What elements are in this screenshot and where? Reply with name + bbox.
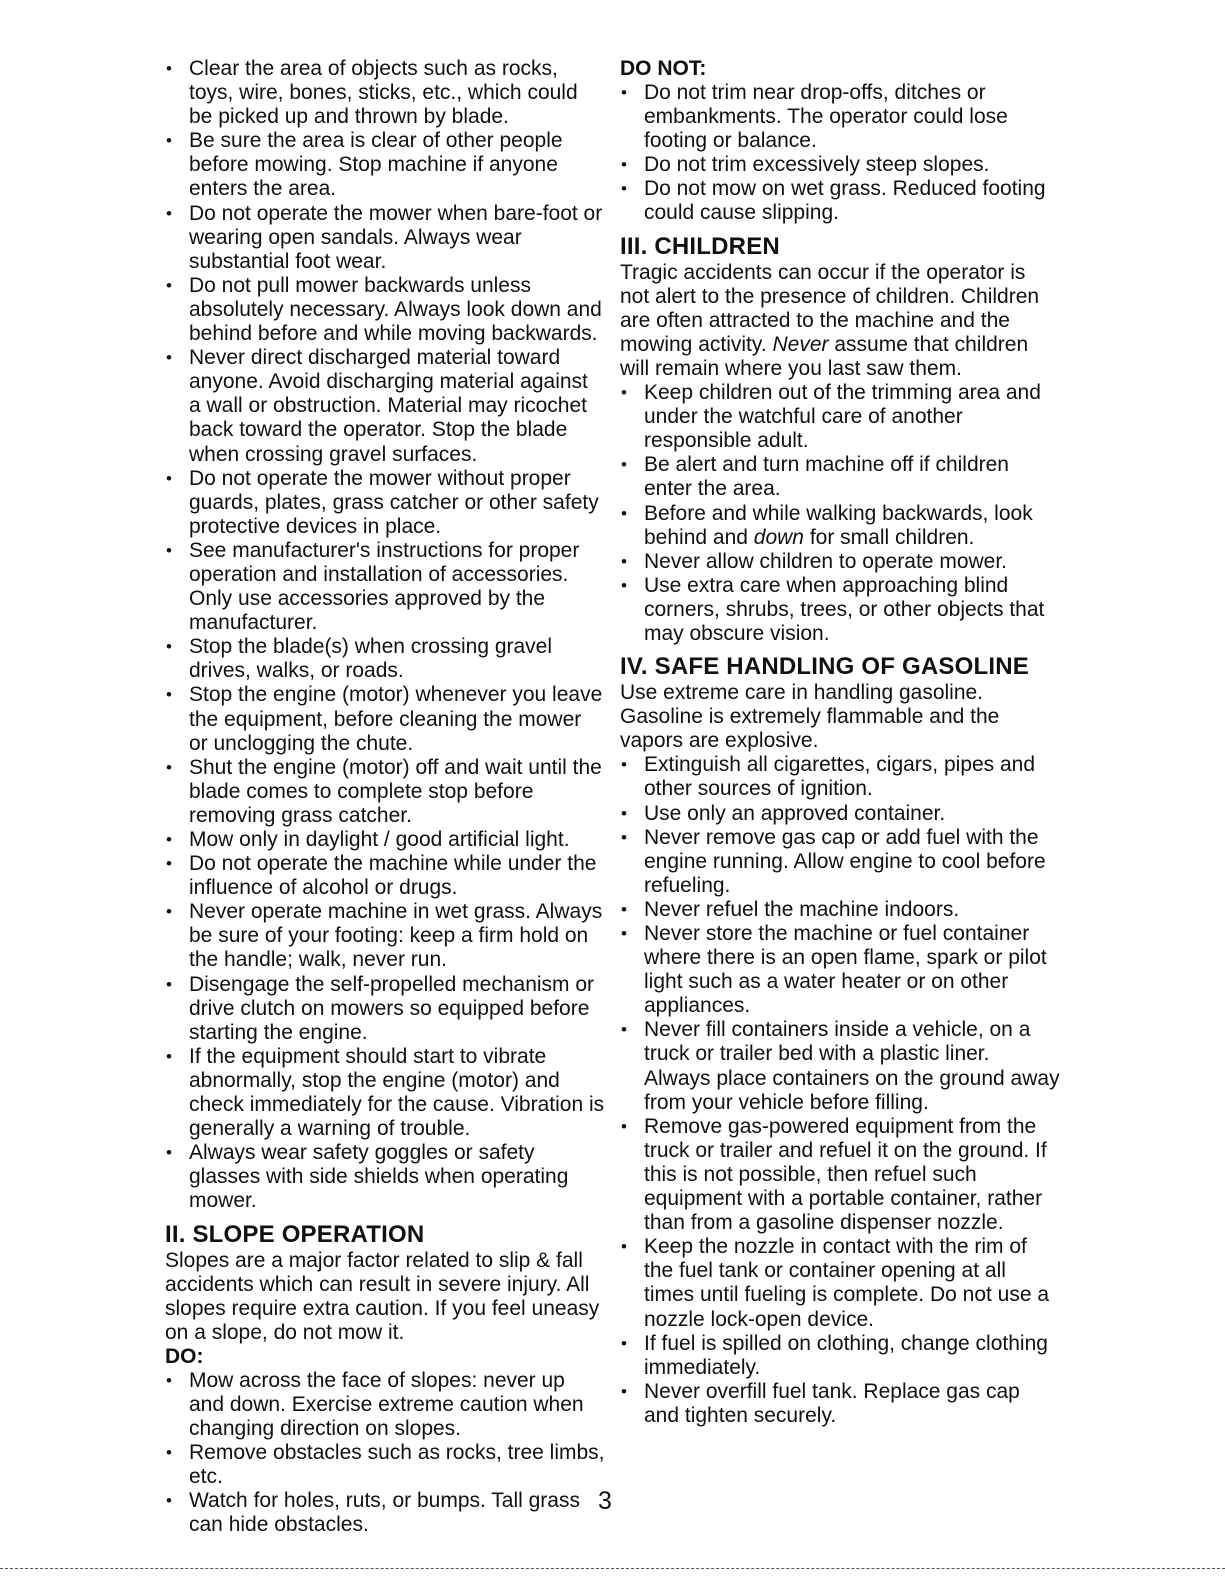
list-item: • Do not operate the mower when bare-foot or wearing open sandals. Always wear substantial foot wear. bbox=[165, 202, 605, 274]
list-item: • Stop the blade(s) when crossing gravel drives, walks, or roads. bbox=[165, 635, 605, 683]
list-item: • If the equipment should start to vibrate abnormally, stop the engine (motor) and check immediately for the cause. Vibration is generally a warning of trouble. bbox=[165, 1045, 605, 1141]
list-item: • Use extra care when approaching blind corners, shrubs, trees, or other objects that may obscure vision. bbox=[620, 574, 1060, 646]
list-item bbox=[620, 502, 1060, 550]
section-heading-children: III. CHILDREN bbox=[620, 232, 780, 260]
children-intro-text-b: assume that children will remain where you last saw them. bbox=[620, 332, 1029, 380]
list-item-emphasis: down bbox=[753, 525, 804, 549]
list-item: • Remove obstacles such as rocks, tree limbs, etc. bbox=[165, 1441, 605, 1489]
right-column bbox=[620, 57, 1060, 1428]
list-item-text-b: for small children. bbox=[809, 525, 975, 549]
left-column bbox=[165, 57, 605, 1538]
gasoline-intro-paragraph: Use extreme care in handling gasoline. Gasoline is extremely flammable and the vapors are explosive. bbox=[620, 681, 1000, 753]
list-item: • Do not trim excessively steep slopes. bbox=[620, 153, 1060, 177]
list-item: • Mow only in daylight / good artificial light. bbox=[165, 828, 605, 852]
list-item: • Do not operate the machine while under the influence of alcohol or drugs. bbox=[165, 852, 605, 900]
list-item: • Never allow children to operate mower. bbox=[620, 550, 1060, 574]
list-item: • Never remove gas cap or add fuel with the engine running. Allow engine to cool before refueling. bbox=[620, 826, 1060, 898]
section-heading-slope-operation: II. SLOPE OPERATION bbox=[165, 1220, 425, 1248]
list-item: • Do not mow on wet grass. Reduced footing could cause slipping. bbox=[620, 177, 1060, 225]
list-item: • Never overfill fuel tank. Replace gas cap and tighten securely. bbox=[620, 1380, 1060, 1428]
list-item: • Mow across the face of slopes: never up and down. Exercise extreme caution when changing direction on slopes. bbox=[165, 1369, 605, 1441]
page-number: 3 bbox=[598, 1487, 612, 1515]
list-item: • Always wear safety goggles or safety glasses with side shields when operating mower. bbox=[165, 1141, 605, 1213]
list-item: • Disengage the self-propelled mechanism or drive clutch on mowers so equipped before starting the engine. bbox=[165, 973, 605, 1045]
list-item: • See manufacturer's instructions for proper operation and installation of accessories. Only use accessories approved by the manufacturer. bbox=[165, 539, 605, 635]
list-item: • Use only an approved container. bbox=[620, 802, 1060, 826]
list-item: • Do not trim near drop-offs, ditches or embankments. The operator could lose footing or balance. bbox=[620, 81, 1060, 153]
list-item: • Do not operate the mower without proper guards, plates, grass catcher or other safety protective devices in place. bbox=[165, 467, 605, 539]
children-intro-text-a: Tragic accidents can occur if the operator is not alert to the presence of children. Children are often attracted to the machine and the mowing activity. bbox=[620, 260, 1040, 356]
list-item: • Extinguish all cigarettes, cigars, pipes and other sources of ignition. bbox=[620, 753, 1060, 801]
list-item: • Never direct discharged material toward anyone. Avoid discharging material against a wall or obstruction. Material may ricochet back toward the operator. Stop the blade when crossing gravel surfaces. bbox=[165, 346, 605, 466]
list-item: • Stop the engine (motor) whenever you leave the equipment, before cleaning the mower or unclogging the chute. bbox=[165, 683, 605, 755]
list-item: • Never store the machine or fuel container where there is an open flame, spark or pilot light such as a water heater or on other appliances. bbox=[620, 922, 1060, 1018]
list-item: • Keep children out of the trimming area and under the watchful care of another responsible adult. bbox=[620, 381, 1060, 453]
list-item: • Shut the engine (motor) off and wait until the blade comes to complete stop before removing grass catcher. bbox=[165, 756, 605, 828]
list-item-text-a: Before and while walking backwards, look behind and bbox=[644, 501, 1033, 549]
list-item: • Never refuel the machine indoors. bbox=[620, 898, 1060, 922]
do-not-heading: DO NOT: bbox=[620, 57, 707, 80]
children-intro-emphasis: Never bbox=[772, 332, 829, 356]
do-heading: DO: bbox=[165, 1344, 204, 1368]
list-item: • Remove gas-powered equipment from the truck or trailer and refuel it on the ground. If this is not possible, then refuel such equipment with a portable container, rather than from a gasoline dispenser nozzle. bbox=[620, 1115, 1060, 1235]
children-intro-paragraph bbox=[620, 261, 1060, 381]
list-item: • If fuel is spilled on clothing, change clothing immediately. bbox=[620, 1332, 1060, 1380]
list-item: • Clear the area of objects such as rocks, toys, wire, bones, sticks, etc., which could be picked up and thrown by blade. bbox=[165, 57, 605, 129]
list-item: • Never fill containers inside a vehicle, on a truck or trailer bed with a plastic liner. Always place containers on the ground away from your vehicle before filling. bbox=[620, 1018, 1060, 1114]
list-item: • Do not pull mower backwards unless absolutely necessary. Always look down and behind before and while moving backwards. bbox=[165, 274, 605, 346]
section-heading-gasoline: IV. SAFE HANDLING OF GASOLINE bbox=[620, 653, 1029, 681]
list-item: • Watch for holes, ruts, or bumps. Tall grass can hide obstacles. bbox=[165, 1489, 605, 1537]
slope-intro-paragraph: Slopes are a major factor related to slip & fall accidents which can result in severe injury. All slopes require extra caution. If you feel uneasy on a slope, do not mow it. bbox=[165, 1248, 600, 1344]
page-bottom-divider bbox=[0, 1568, 1225, 1569]
list-item: • Be alert and turn machine off if children enter the area. bbox=[620, 453, 1060, 501]
list-item: • Be sure the area is clear of other people before mowing. Stop machine if anyone enters the area. bbox=[165, 129, 605, 201]
list-item: • Never operate machine in wet grass. Always be sure of your footing: keep a firm hold on the handle; walk, never run. bbox=[165, 900, 605, 972]
list-item: • Keep the nozzle in contact with the rim of the fuel tank or container opening at all times until fueling is complete. Do not use a nozzle lock-open device. bbox=[620, 1235, 1060, 1331]
